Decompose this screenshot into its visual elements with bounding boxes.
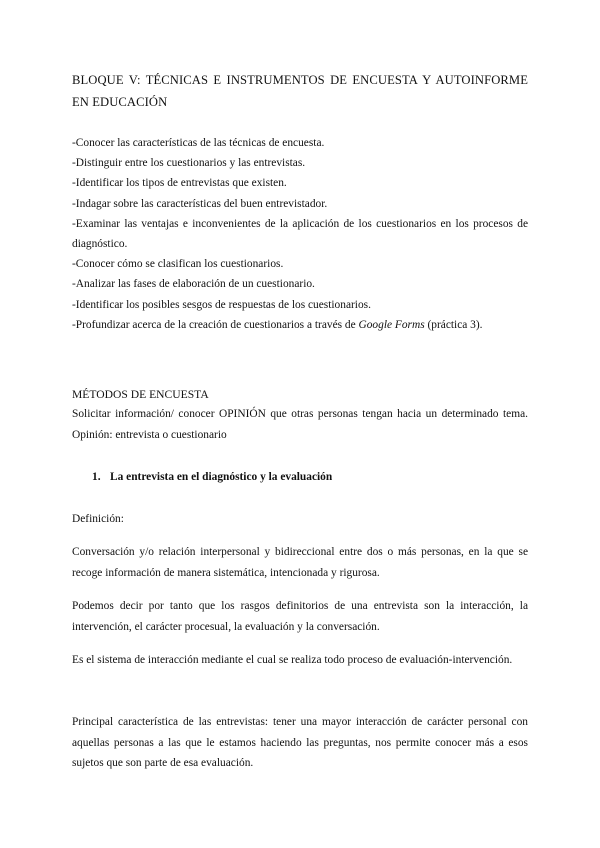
objective-item: -Conocer las características de las técnicas de encuesta. (72, 137, 325, 149)
objective-item: -Conocer cómo se clasifican los cuestionarios. (72, 258, 284, 271)
objective-item: -Indagar sobre las características del buen entrevistador. (72, 197, 328, 210)
objective-text: -Profundizar acerca de la creación de cuestionarios a través de (72, 318, 359, 331)
paragraph: Conversación y/o relación interpersonal y bidireccional entre dos o más personas, en la que se recoge información de manera sistemática, intencionada y rigurosa. (72, 546, 528, 579)
paragraph: Podemos decir por tanto que los rasgos definitorios de una entrevista son la interacción, la intervención, el carácter procesual, la evaluación y la conversación. (72, 600, 528, 633)
section-heading: MÉTODOS DE ENCUESTA (72, 388, 209, 401)
subsection-number: 1. (92, 471, 101, 483)
paragraph: Principal característica de las entrevistas: tener una mayor interacción de carácter personal con aquellas personas a las que le estamos haciendo las preguntas, nos permite conocer más a esos sujetos que son parte de esa evaluación. (72, 716, 528, 769)
objective-item: -Identificar los posibles sesgos de respuestas de los cuestionarios. (72, 298, 371, 311)
objective-item-last (72, 315, 528, 335)
paragraph: Es el sistema de interacción mediante el cual se realiza todo proceso de evaluación-intervención. (72, 654, 513, 666)
objective-item: -Distinguir entre los cuestionarios y las entrevistas. (72, 157, 306, 170)
objective-text-end: (práctica 3). (424, 318, 483, 331)
objectives-list (72, 133, 528, 335)
objective-item: -Identificar los tipos de entrevistas que existen. (72, 177, 287, 190)
definition-label: Definición: (72, 513, 124, 525)
objective-italic-text: Google Forms (358, 318, 425, 331)
subsection-heading (92, 467, 332, 487)
section-intro: Solicitar información/ conocer OPINIÓN que otras personas tengan hacia un determinado tema. Opinión: entrevista o cuestionario (72, 408, 528, 441)
document-title: BLOQUE V: TÉCNICAS E INSTRUMENTOS DE ENCUESTA Y AUTOINFORME EN EDUCACIÓN (72, 73, 528, 109)
objective-item: -Analizar las fases de elaboración de un cuestionario. (72, 278, 315, 291)
objective-item: -Examinar las ventajas e inconvenientes de la aplicación de los cuestionarios en los procesos de diagnóstico. (72, 217, 528, 251)
subsection-title: La entrevista en el diagnóstico y la evaluación (110, 471, 333, 483)
